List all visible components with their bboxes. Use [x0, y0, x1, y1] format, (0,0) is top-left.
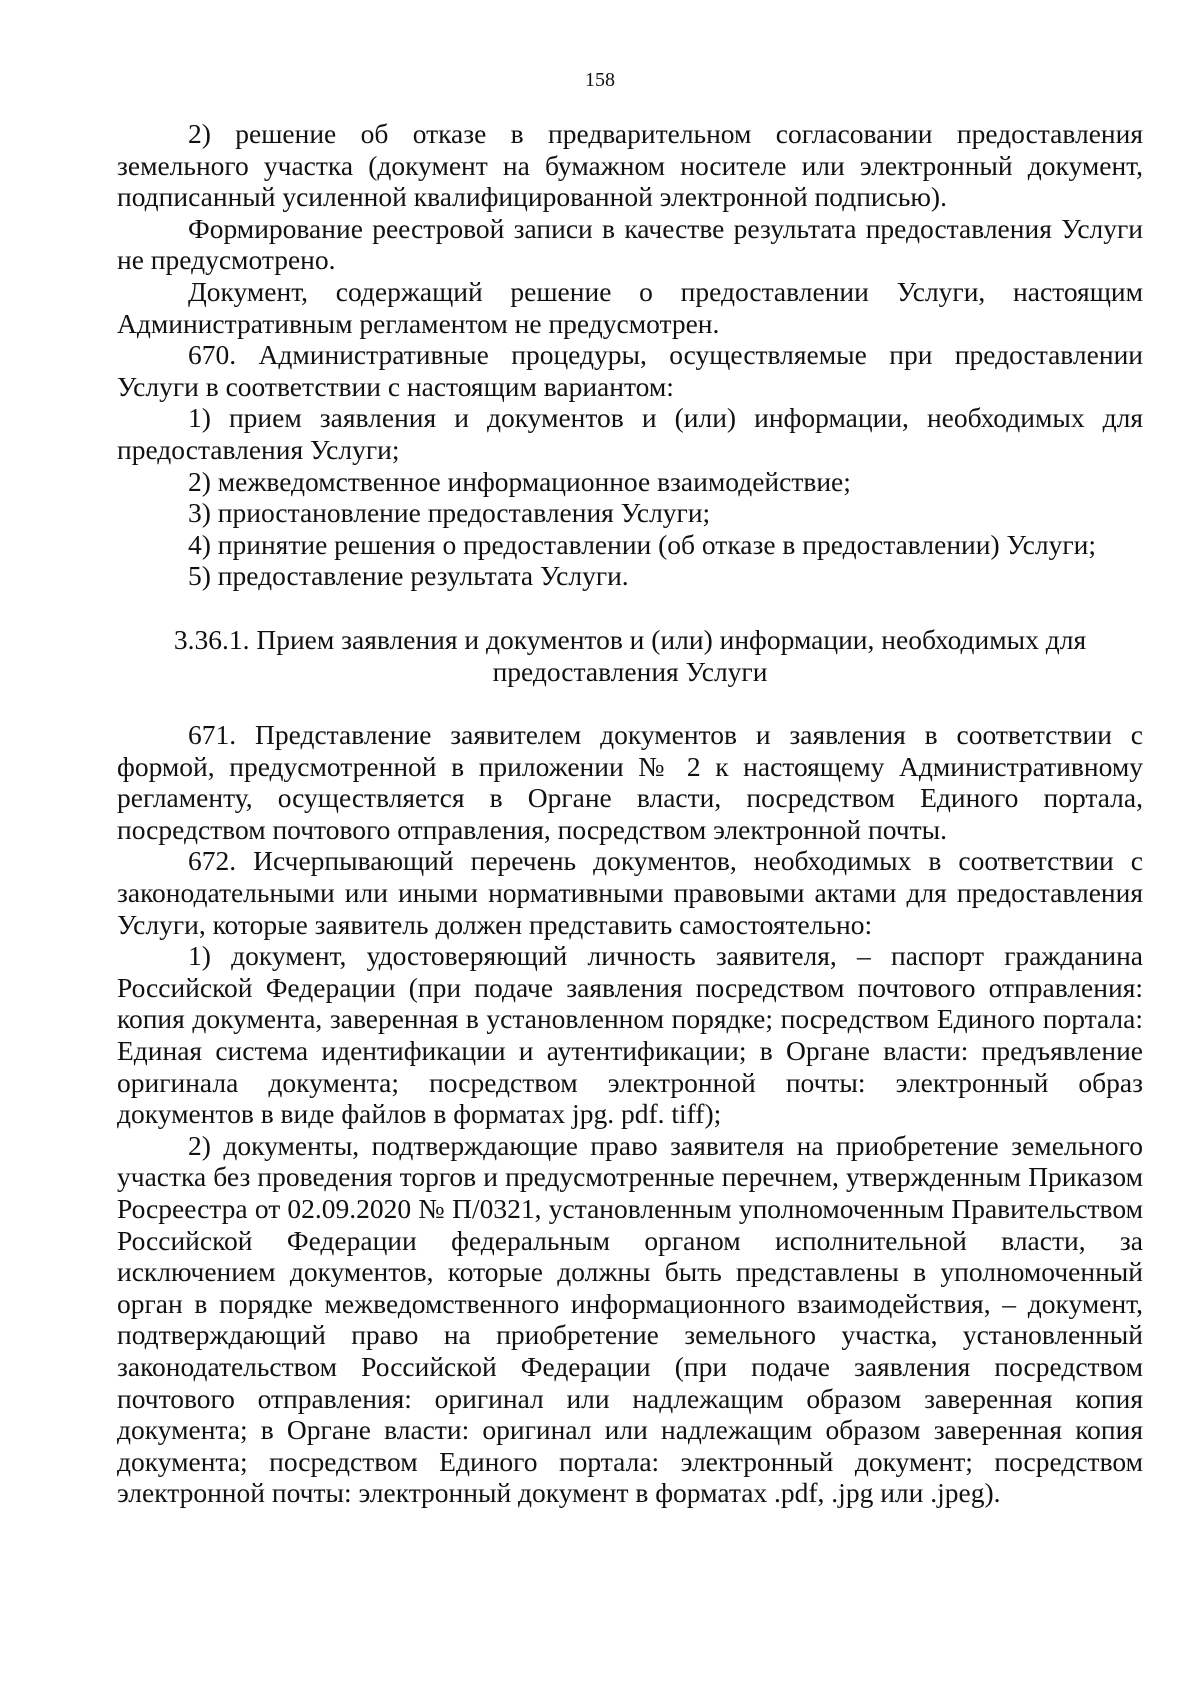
paragraph-670: 670. Административные процедуры, осуществляемые при предоставлении Услуги в соответствии с настоящим вариантом: [117, 339, 1143, 402]
paragraph-671: 671. Представление заявителем документов и заявления в соответствии с формой, предусмотренной в приложении № 2 к настоящему Административному регламенту, осуществляется в Органе власти, посредством Единого портала, посредством почтового отправления, посредством электронной почты. [117, 719, 1143, 845]
list-item-document-1: 1) документ, удостоверяющий личность заявителя, – паспорт гражданина Российской Федерации (при подаче заявления посредством почтового отправления: копия документа, заверенная в установленном порядке; посредством Единого портала: Единая система идентификации и аутентификации; в Органе власти: предъявление оригинала документа; посредством электронной почты: электронный образ документов в виде файлов в форматах jpg. pdf. tiff); [117, 940, 1143, 1130]
list-item-procedure-1: 1) прием заявления и документов и (или) информации, необходимых для предоставления Услуги; [117, 402, 1143, 465]
list-item-procedure-3: 3) приостановление предоставления Услуги; [188, 497, 711, 529]
paragraph-decision-document: Документ, содержащий решение о предоставлении Услуги, настоящим Административным регламентом не предусмотрен. [117, 275, 1143, 339]
list-item-procedure-4: 4) принятие решения о предоставлении (об отказе в предоставлении) Услуги; [188, 528, 1096, 560]
page-number: 158 [585, 69, 615, 91]
paragraph-decision-refusal: 2) решение об отказе в предварительном согласовании предоставления земельного участка (документ на бумажном носителе или электронный документ, подписанный усиленной квалифицированной электронной подписью). [117, 118, 1143, 213]
document-body [117, 118, 1143, 1509]
list-item-procedure-5: 5) предоставление результата Услуги. [188, 560, 629, 592]
paragraph-672: 672. Исчерпывающий перечень документов, необходимых в соответствии с законодательными или иными нормативными правовыми актами для предоставления Услуги, которые заявитель должен представить самостоятельно: [117, 845, 1143, 940]
section-heading: 3.36.1. Прием заявления и документов и (или) информации, необходимых для предоставления Услуги [173, 623, 1087, 687]
list-item-document-2: 2) документы, подтверждающие право заявителя на приобретение земельного участка без проведения торгов и предусмотренные перечнем, утвержденным Приказом Росреестра от 02.09.2020 № П/0321, установленным уполномоченным Правительством Российской Федерации федеральным органом исполнительной власти, за исключением документов, которые должны быть представлены в уполномоченный орган в порядке межведомственного информационного взаимодействия, – документ, подтверждающий право на приобретение земельного участка, установленный законодательством Российской Федерации (при подаче заявления посредством почтового отправления: оригинал или надлежащим образом заверенная копия документа; в Органе власти: оригинал или надлежащим образом заверенная копия документа; посредством Единого портала: электронный документ; посредством электронной почты: электронный документ в форматах .pdf, .jpg или .jpeg). [117, 1129, 1143, 1509]
list-item-procedure-2: 2) межведомственное информационное взаимодействие; [188, 465, 851, 497]
paragraph-registry-record: Формирование реестровой записи в качестве результата предоставления Услуги не предусмотрено. [117, 212, 1143, 276]
